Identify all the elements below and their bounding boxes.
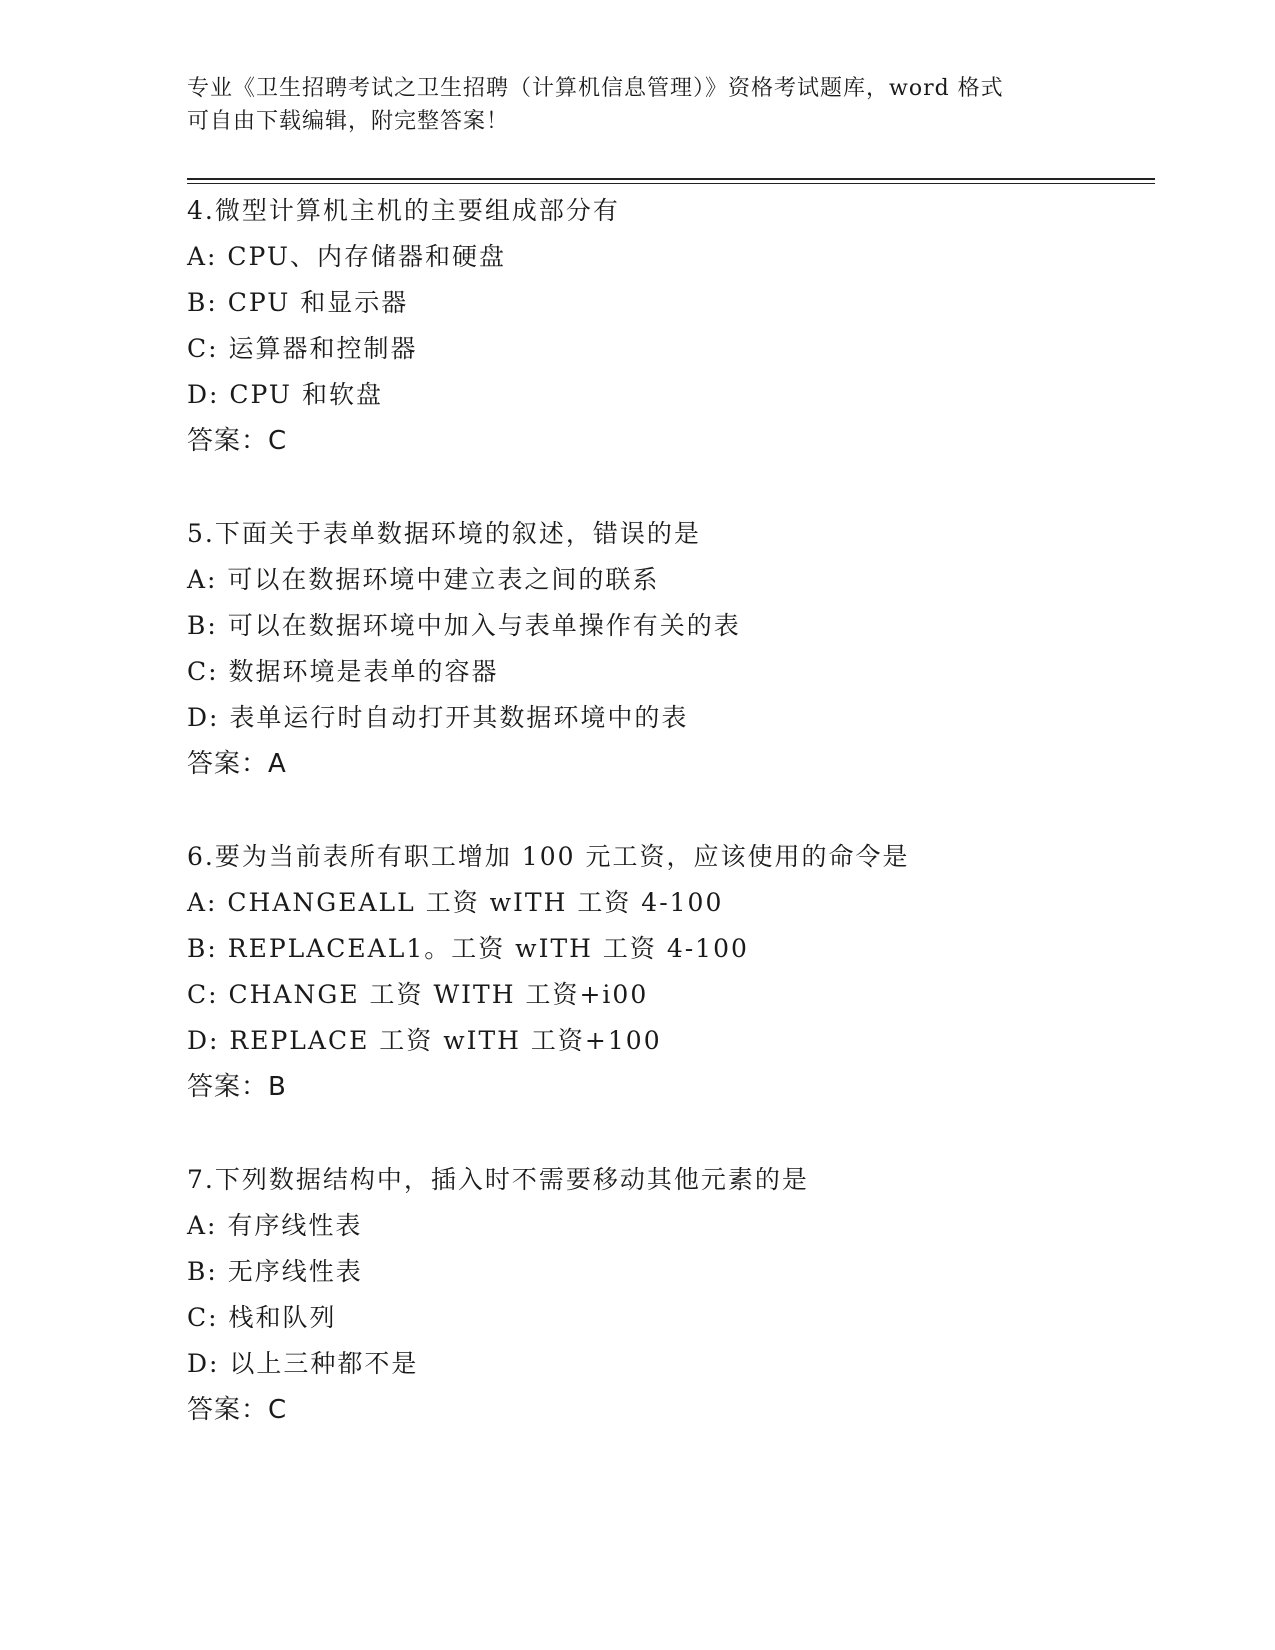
document-header — [187, 72, 1087, 138]
option-b: B: REPLACEAL1。工资 wITH 工资 4-100 — [187, 934, 749, 963]
option-a: A: CPU、内存储器和硬盘 — [187, 242, 507, 271]
question-stem: 4.微型计算机主机的主要组成部分有 — [187, 196, 620, 225]
header-divider-thick — [187, 178, 1155, 180]
option-d: D: REPLACE 工资 wITH 工资+100 — [187, 1026, 662, 1055]
option-a: A: 可以在数据环境中建立表之间的联系 — [187, 565, 660, 594]
option-b: B: 无序线性表 — [187, 1257, 363, 1286]
option-c: C: 栈和队列 — [187, 1303, 337, 1332]
answer-line: 答案：C — [187, 426, 288, 456]
question-stem: 5.下面关于表单数据环境的叙述，错误的是 — [187, 519, 701, 548]
question-7 — [187, 1157, 1147, 1433]
question-stem: 6.要为当前表所有职工增加 100 元工资，应该使用的命令是 — [187, 842, 910, 871]
question-stem: 7.下列数据结构中，插入时不需要移动其他元素的是 — [187, 1165, 809, 1194]
option-d: D: 以上三种都不是 — [187, 1349, 419, 1378]
option-b: B: CPU 和显示器 — [187, 288, 409, 317]
header-line-2: 可自由下载编辑，附完整答案！ — [187, 109, 510, 134]
answer-line: 答案：A — [187, 749, 287, 779]
option-c: C: CHANGE 工资 WITH 工资+i00 — [187, 980, 649, 1009]
question-4 — [187, 188, 1147, 464]
option-c: C: 运算器和控制器 — [187, 334, 418, 363]
option-b: B: 可以在数据环境中加入与表单操作有关的表 — [187, 611, 741, 640]
option-c: C: 数据环境是表单的容器 — [187, 657, 499, 686]
option-a: A: CHANGEALL 工资 wITH 工资 4-100 — [187, 888, 724, 917]
answer-line: 答案：B — [187, 1072, 287, 1102]
question-5 — [187, 511, 1147, 787]
header-line-1: 专业《卫生招聘考试之卫生招聘（计算机信息管理）》资格考试题库，word 格式 — [187, 76, 1004, 101]
question-6 — [187, 834, 1147, 1110]
question-list — [187, 188, 1147, 1480]
header-divider-thin — [187, 183, 1155, 184]
answer-line: 答案：C — [187, 1395, 288, 1425]
option-d: D: CPU 和软盘 — [187, 380, 383, 409]
option-a: A: 有序线性表 — [187, 1211, 363, 1240]
option-d: D: 表单运行时自动打开其数据环境中的表 — [187, 703, 689, 732]
